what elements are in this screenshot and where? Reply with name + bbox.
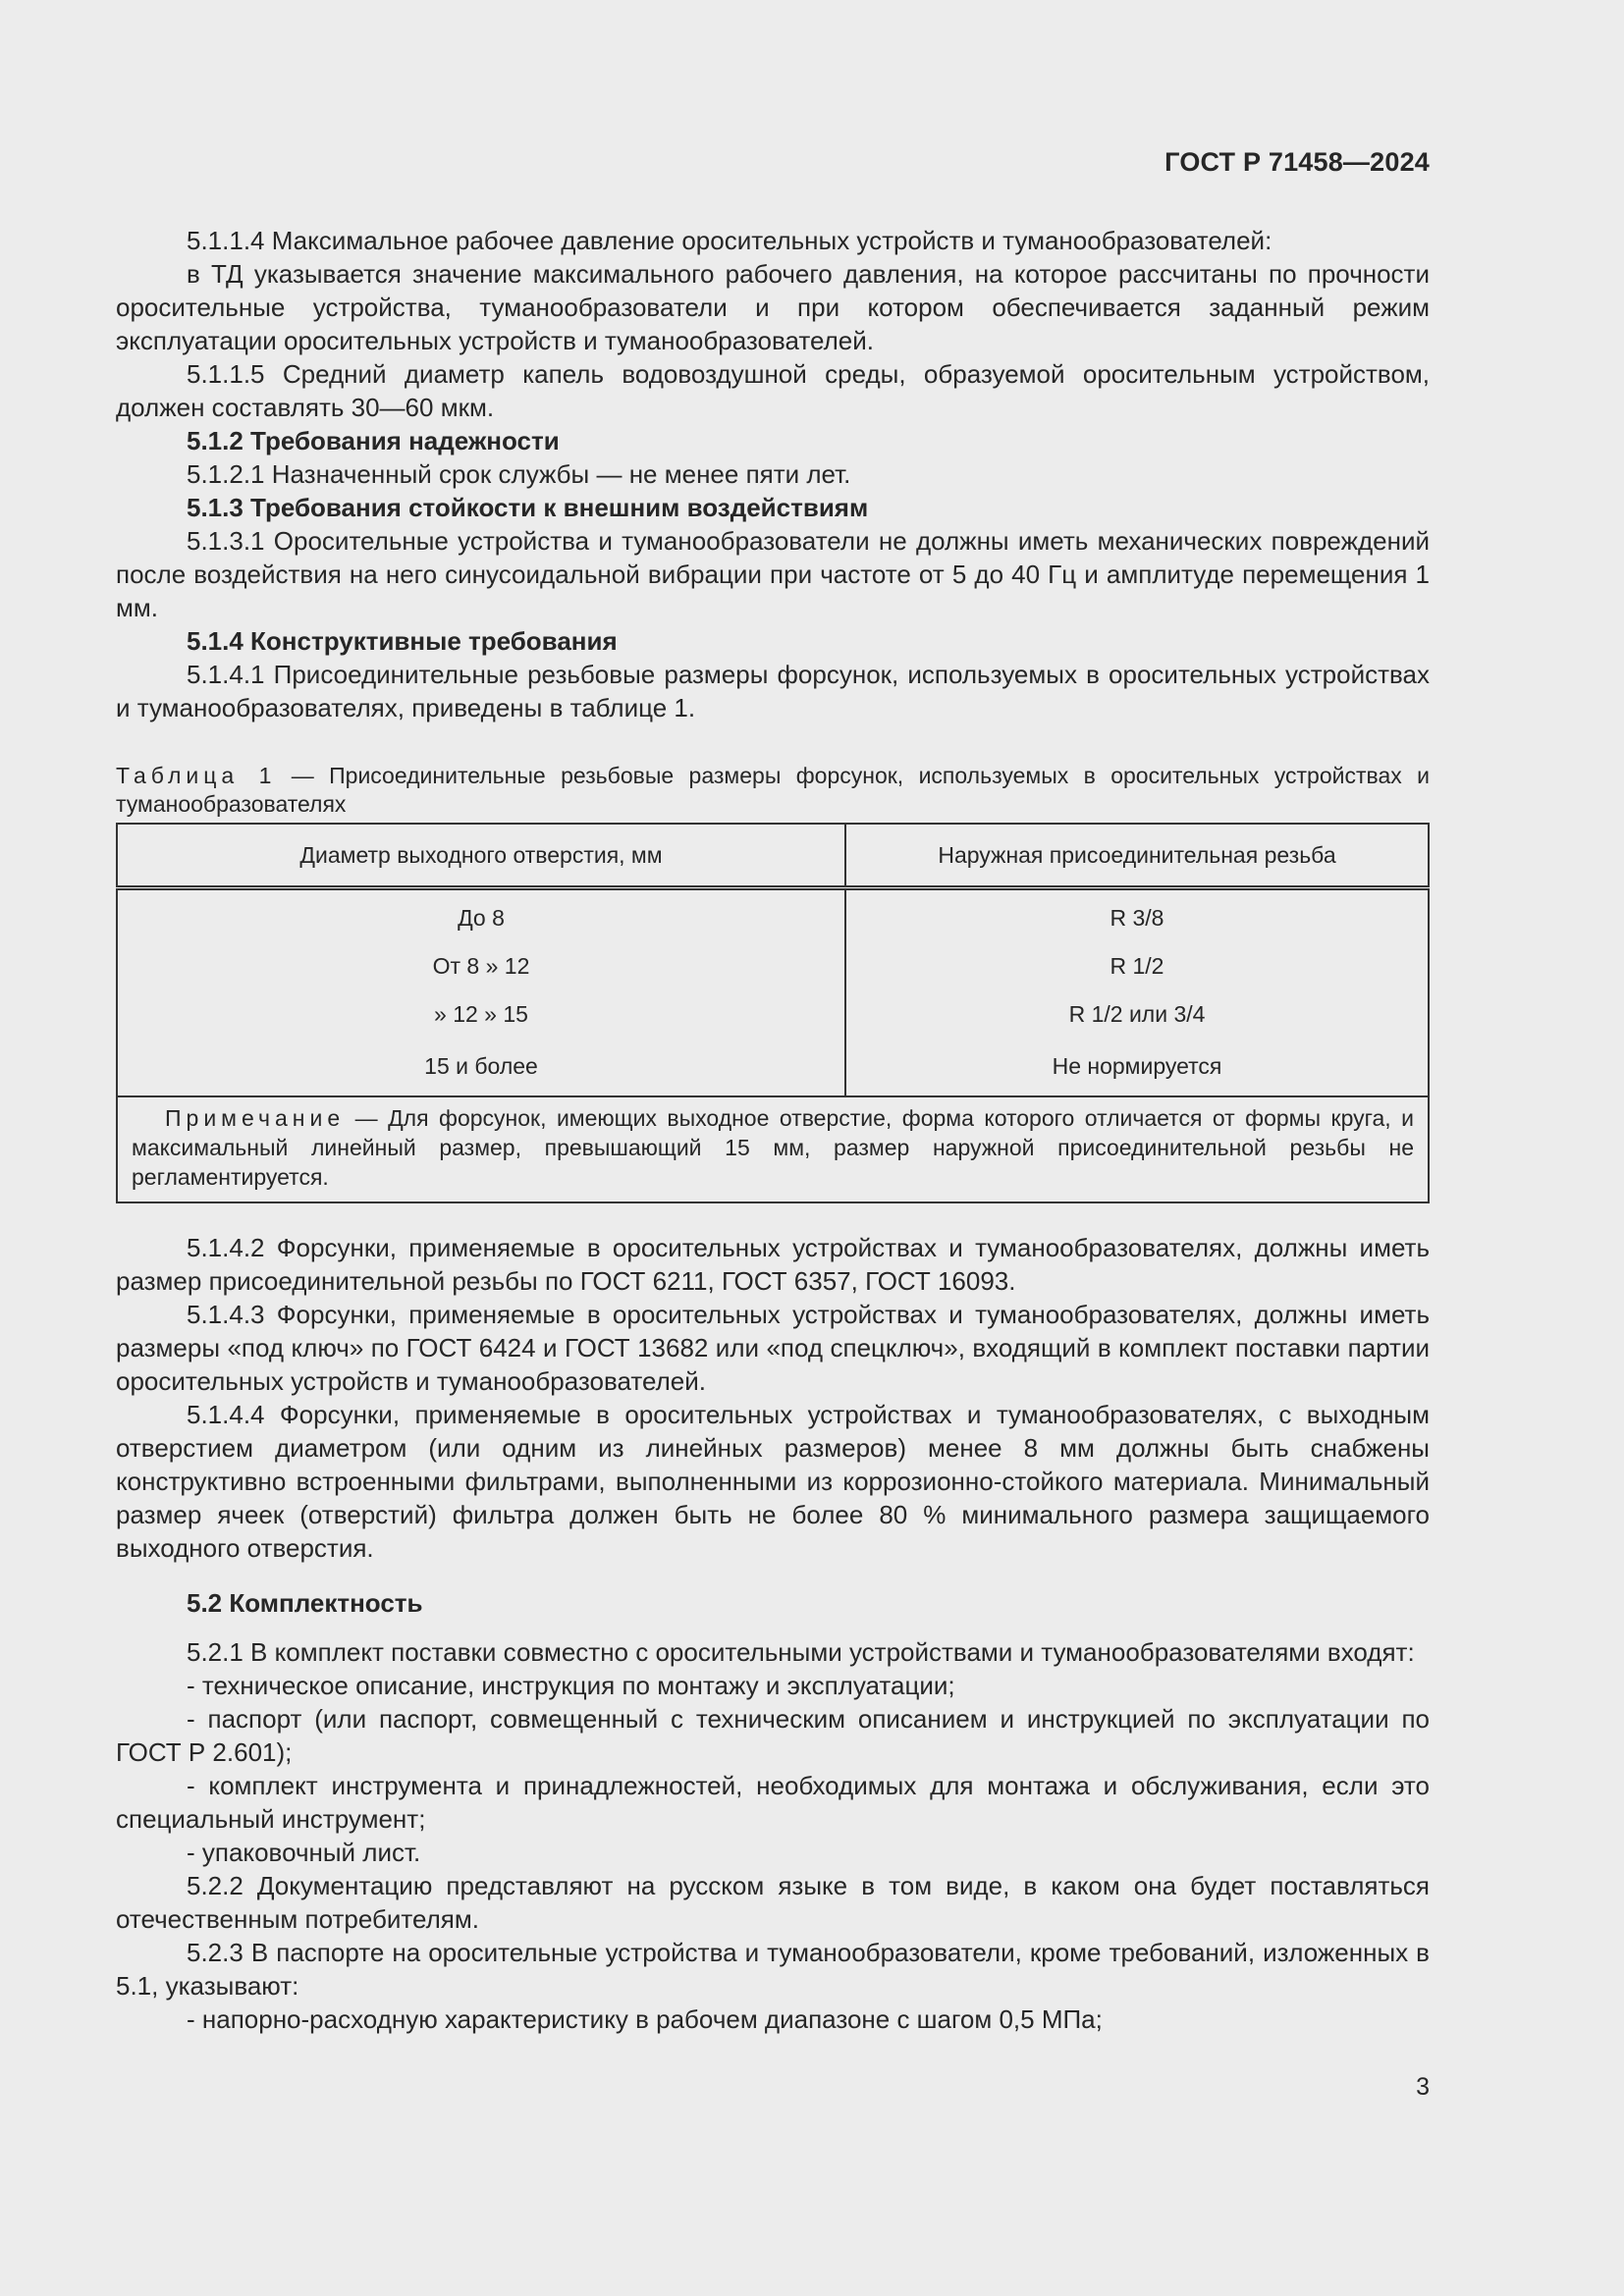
page-content bbox=[116, 224, 1430, 2036]
table-cell: R 3/8 bbox=[1110, 905, 1164, 931]
table-note-text: — Для форсунок, имеющих выходное отверстие, форма которого отличается от формы круга, и максимальный линейный размер, превышающий 15 мм, размер наружной присоединительной резьбы не регламентируется. bbox=[132, 1105, 1414, 1190]
paragraph-5-1-4-2: 5.1.4.2 Форсунки, применяемые в оросительных устройствах и туманообразователях, должны иметь размер присоединительной резьбы по ГОСТ 6211, ГОСТ 6357, ГОСТ 16093. bbox=[116, 1233, 1430, 1296]
table-cell: До 8 bbox=[458, 905, 505, 931]
paragraph-5-1-4-4: 5.1.4.4 Форсунки, применяемые в оросительных устройствах и туманообразователях, с выходным отверстием диаметром (или одним из линейных размеров) менее 8 мм должны быть снабжены конструктивно встроенными фильтрами, выполненными из коррозионно-стойкого материала. Минимальный размер ячеек (отверстий) фильтра должен быть не более 80 % минимального размера защищаемого выходного отверстия. bbox=[116, 1400, 1430, 1563]
heading-5-1-2: 5.1.2 Требования надежности bbox=[187, 426, 560, 455]
paragraph-5-1-2-1: 5.1.2.1 Назначенный срок службы — не менее пяти лет. bbox=[187, 459, 851, 489]
paragraph-pressure-spec: в ТД указывается значение максимального рабочего давления, на которое рассчитаны по прочности оросительные устройства, туманообразователи и при котором обеспечивается заданный режим эксплуатации оросительных устройств и туманообразователей. bbox=[116, 259, 1430, 355]
table-cell: R 1/2 bbox=[1110, 953, 1164, 979]
heading-5-1-4: 5.1.4 Конструктивные требования bbox=[187, 626, 618, 656]
paragraph-5-2-2: 5.2.2 Документацию представляют на русском языке в том виде, в каком она будет поставляться отечественным потребителям. bbox=[116, 1871, 1430, 1934]
list-item: - напорно-расходную характеристику в рабочем диапазоне с шагом 0,5 МПа; bbox=[187, 2004, 1103, 2034]
paragraph-5-1-4-1: 5.1.4.1 Присоединительные резьбовые размеры форсунок, используемых в оросительных устройствах и туманообразователях, приведены в таблице 1. bbox=[116, 660, 1430, 722]
list-item: - техническое описание, инструкция по монтажу и эксплуатации; bbox=[187, 1671, 955, 1700]
table-caption-label: Таблица 1 bbox=[116, 763, 277, 788]
section-after-table bbox=[116, 1231, 1430, 2036]
document-code: ГОСТ Р 71458—2024 bbox=[1164, 147, 1430, 177]
table-note bbox=[117, 1096, 1429, 1202]
table-body-row bbox=[117, 888, 1429, 1097]
table-note-label: Примечание bbox=[165, 1105, 346, 1131]
heading-5-1-3: 5.1.3 Требования стойкости к внешним воздействиям bbox=[187, 493, 869, 522]
list-item: - паспорт (или паспорт, совмещенный с техническим описанием и инструкцией по эксплуатации по ГОСТ Р 2.601); bbox=[116, 1704, 1430, 1767]
page-number: 3 bbox=[1416, 2073, 1430, 2101]
heading-5-2: 5.2 Комплектность bbox=[187, 1588, 423, 1618]
table-cell: 15 и более bbox=[424, 1053, 538, 1079]
table-cell: R 1/2 или 3/4 bbox=[1068, 1001, 1206, 1027]
paragraph-5-1-3-1: 5.1.3.1 Оросительные устройства и туманообразователи не должны иметь механических повреждений после воздействия на него синусоидальной вибрации при частоте от 5 до 40 Гц и амплитуде перемещения 1 мм. bbox=[116, 526, 1430, 622]
table-header-row bbox=[117, 824, 1429, 888]
table-cell: Не нормируется bbox=[1052, 1053, 1222, 1079]
table-header-diameter: Диаметр выходного отверстия, мм bbox=[117, 824, 845, 888]
table-header-thread: Наружная присоединительная резьба bbox=[845, 824, 1429, 888]
thread-size-table bbox=[116, 823, 1430, 1203]
table-column-diameter bbox=[117, 888, 845, 1097]
paragraph-5-1-1-4: 5.1.1.4 Максимальное рабочее давление оросительных устройств и туманообразователей: bbox=[187, 226, 1272, 255]
table-caption-text: — Присоединительные резьбовые размеры форсунок, используемых в оросительных устройствах и туманообразователях bbox=[116, 763, 1430, 817]
list-item: - комплект инструмента и принадлежностей, необходимых для монтажа и обслуживания, если это специальный инструмент; bbox=[116, 1771, 1430, 1834]
table-note-row bbox=[117, 1096, 1429, 1202]
paragraph-5-1-1-5: 5.1.1.5 Средний диаметр капель водовоздушной среды, образуемой оросительным устройством, должен составлять 30—60 мкм. bbox=[116, 359, 1430, 422]
table-cell: » 12 » 15 bbox=[434, 1001, 528, 1027]
paragraph-5-1-4-3: 5.1.4.3 Форсунки, применяемые в оросительных устройствах и туманообразователях, должны иметь размеры «под ключ» по ГОСТ 6424 и ГОСТ 13682 или «под спецключ», входящий в комплект поставки партии оросительных устройств и туманообразователей. bbox=[116, 1300, 1430, 1396]
table-cell: От 8 » 12 bbox=[432, 953, 530, 979]
paragraph-5-2-1: 5.2.1 В комплект поставки совместно с оросительными устройствами и туманообразователями входят: bbox=[187, 1637, 1415, 1667]
table-column-thread bbox=[845, 888, 1429, 1097]
table-caption bbox=[116, 762, 1430, 819]
list-item: - упаковочный лист. bbox=[187, 1838, 421, 1867]
paragraph-5-2-3: 5.2.3 В паспорте на оросительные устройства и туманообразователи, кроме требований, изложенных в 5.1, указывают: bbox=[116, 1938, 1430, 2001]
